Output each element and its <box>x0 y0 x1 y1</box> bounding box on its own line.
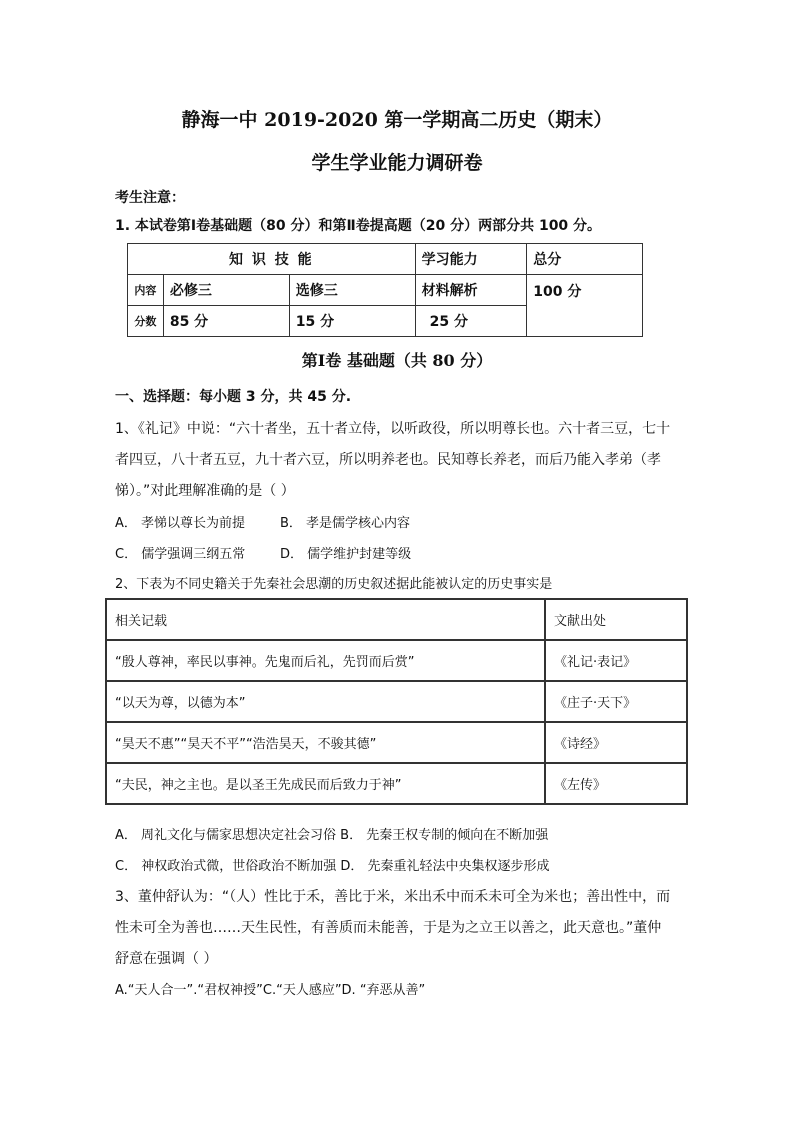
table-header-row <box>106 599 687 640</box>
record-cell: “以天为尊，以德为本” <box>106 681 545 722</box>
notice-heading: 考生注意： <box>115 190 185 206</box>
learning-ability-header: 学习能力 <box>415 244 527 275</box>
knowledge-skill-header: 知 识 技 能 <box>128 244 416 275</box>
q3-line-3: 舒意在强调（ ） <box>115 951 218 967</box>
source-cell: 《庄子·天下》 <box>545 681 687 722</box>
exam-title: 静海一中 2019-2020 第一学期高二历史（期末） <box>181 109 613 131</box>
table-row <box>106 640 687 681</box>
source-cell: 《诗经》 <box>545 722 687 763</box>
column-header-record: 相关记载 <box>106 599 545 640</box>
source-cell: 《左传》 <box>545 763 687 804</box>
q1-option-a: A． 孝悌以尊长为前提 <box>115 516 246 531</box>
q2-options-cd: C． 神权政治式微，世俗政治不断加强 D． 先秦重礼轻法中央集权逐步形成 <box>115 859 550 874</box>
table-row <box>106 722 687 763</box>
material-analysis: 材料解析 <box>415 275 527 306</box>
score-row-label: 分数 <box>128 306 164 337</box>
historical-records-table <box>105 598 688 805</box>
record-cell: “夫民，神之主也。是以圣王先成民而后致力于神” <box>106 763 545 804</box>
q3-options: A.“天人合一”.“君权神授”C.“天人感应”D. “弃恶从善” <box>115 983 426 998</box>
required-score: 85 分 <box>163 306 289 337</box>
q1-line-3: 悌）。”对此理解准确的是（ ） <box>115 483 295 499</box>
q1-option-d: D． 儒学维护封建等级 <box>280 547 412 562</box>
q2-options-ab: A． 周礼文化与儒家思想决定社会习俗 B． 先秦王权专制的倾向在不断加强 <box>115 828 549 843</box>
column-header-source: 文献出处 <box>545 599 687 640</box>
q1-line-1: 1、《礼记》中说：“六十者坐，五十者立侍，以听政役，所以明尊长也。六十者三豆，七十 <box>115 421 671 437</box>
source-cell: 《礼记·表记》 <box>545 640 687 681</box>
table-row <box>106 681 687 722</box>
q1-option-b: B． 孝是儒学核心内容 <box>280 516 411 531</box>
required-course: 必修三 <box>163 275 289 306</box>
q1-option-c: C． 儒学强调三纲五常 <box>115 547 246 562</box>
score-distribution-table <box>127 243 643 337</box>
material-score: 25 分 <box>415 306 527 337</box>
q3-line-2: 性未可全为善也……天生民性，有善质而未能善，于是为之立王以善之，此天意也。”董仲 <box>115 920 662 936</box>
record-cell: “昊天不惠”“昊天不平”“浩浩昊天，不骏其德” <box>106 722 545 763</box>
table-row <box>106 763 687 804</box>
q1-line-2: 者四豆，八十者五豆，九十者六豆，所以明养老也。民知尊长养老，而后乃能入孝弟（孝 <box>115 452 661 468</box>
record-cell: “殷人尊神，率民以事神。先鬼而后礼，先罚而后赏” <box>106 640 545 681</box>
elective-course: 选修三 <box>289 275 415 306</box>
exam-subtitle: 学生学业能力调研卷 <box>311 152 483 174</box>
q3-line-1: 3、董仲舒认为：“（人）性比于禾，善比于米，米出禾中而禾未可全为米也；善出性中，而 <box>115 889 671 905</box>
total-header: 总分 <box>527 244 643 275</box>
elective-score: 15 分 <box>289 306 415 337</box>
notice-item-1: 1. 本试卷第Ⅰ卷基础题（80 分）和第Ⅱ卷提高题（20 分）两部分共 100 分。 <box>115 218 602 234</box>
part-heading: 一、选择题：每小题 3 分，共 45 分. <box>115 389 352 405</box>
q2-stem: 2、下表为不同史籍关于先秦社会思潮的历史叙述据此能被认定的历史事实是 <box>115 577 553 592</box>
total-value: 100 分 <box>527 275 643 337</box>
content-row-label: 内容 <box>128 275 164 306</box>
section-title: 第Ⅰ卷 基础题（共 80 分） <box>301 351 493 370</box>
